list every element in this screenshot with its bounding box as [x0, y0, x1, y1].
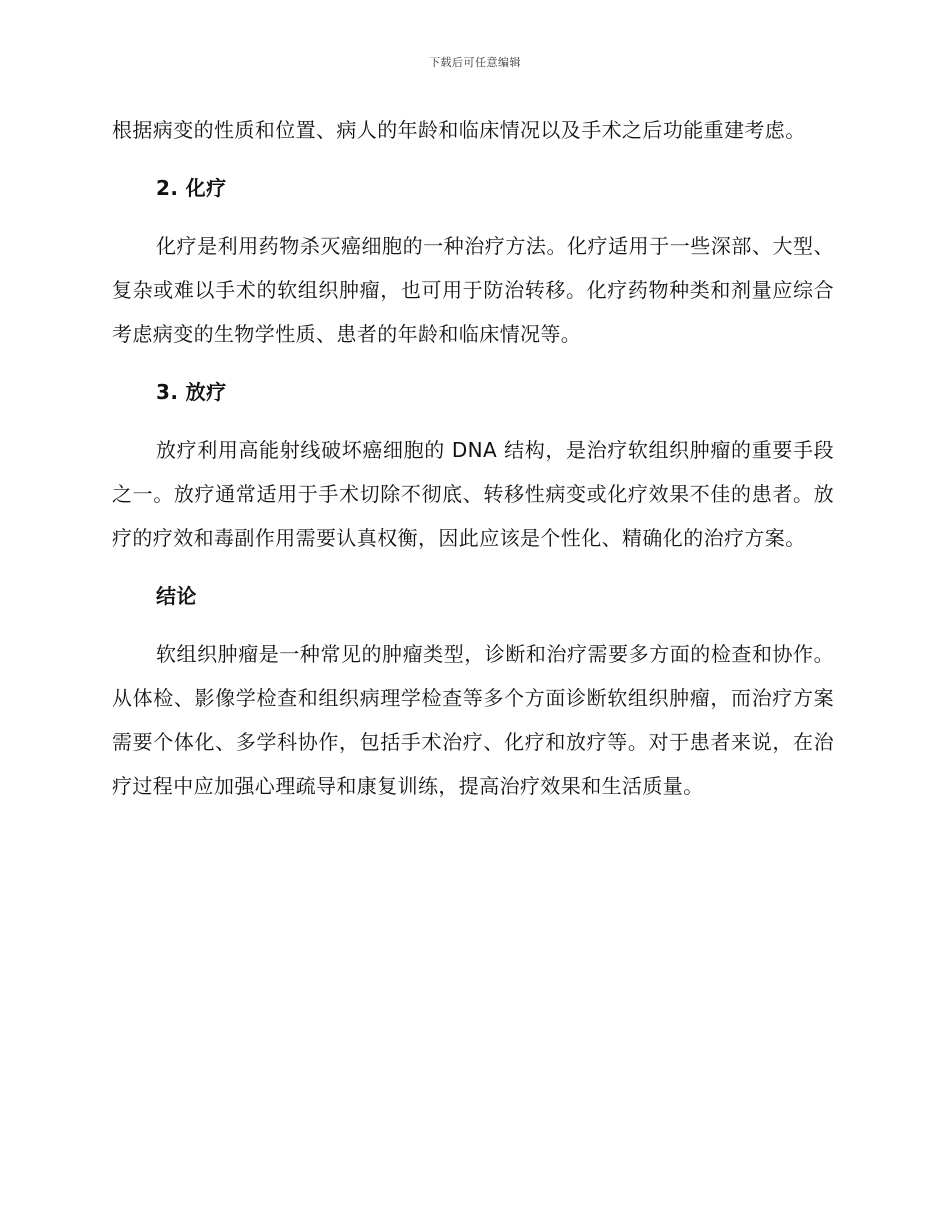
document-body — [112, 108, 834, 822]
chemo-paragraph: 化疗是利用药物杀灭癌细胞的一种治疗方法。化疗适用于一些深部、大型、复杂或难以手术的软组织肿瘤，也可用于防治转移。化疗药物种类和剂量应综合考虑病变的生物学性质、患者的年龄和临床情况等。 — [112, 234, 834, 346]
conclusion-paragraph: 软组织肿瘤是一种常见的肿瘤类型，诊断和治疗需要多方面的检查和协作。从体检、影像学检查和组织病理学检查等多个方面诊断软组织肿瘤，而治疗方案需要个体化、多学科协作，包括手术治疗、化疗和放疗等。对于患者来说，在治疗过程中应加强心理疏导和康复训练，提高治疗效果和生活质量。 — [112, 642, 834, 798]
chemo-heading: 2. 化疗 — [156, 176, 227, 200]
header-note: 下载后可任意编辑 — [429, 56, 521, 69]
radio-heading: 3. 放疗 — [156, 380, 227, 404]
radio-paragraph: 放疗利用高能射线破坏癌细胞的 DNA 结构，是治疗软组织肿瘤的重要手段之一。放疗通常适用于手术切除不彻底、转移性病变或化疗效果不佳的患者。放疗的疗效和毒副作用需要认真权衡，因此应该是个性化、精确化的治疗方案。 — [112, 438, 834, 550]
intro-tail-paragraph: 根据病变的性质和位置、病人的年龄和临床情况以及手术之后功能重建考虑。 — [112, 118, 806, 142]
conclusion-heading: 结论 — [156, 584, 197, 608]
